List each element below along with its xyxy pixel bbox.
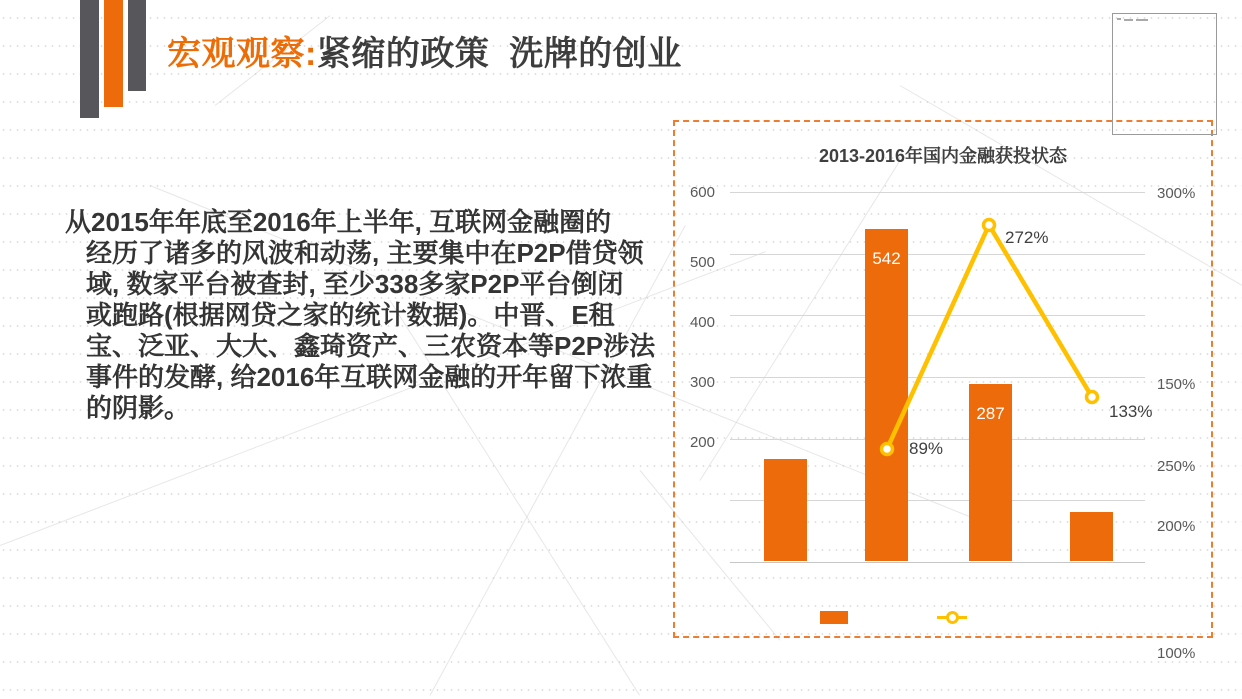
line-value-label: 89% [909, 439, 944, 458]
body-text [65, 207, 670, 424]
legend-bar-swatch [820, 611, 848, 624]
trend-line-path [887, 225, 1092, 449]
logo-bar-dark-1 [80, 0, 99, 118]
bar-value-label: 542 [872, 249, 901, 268]
body-line: 宝、泛亚、大大、鑫琦资产、三农资本等P2P涉法 [86, 331, 656, 361]
corner-box-tiny-text [1117, 18, 1121, 20]
chart-title: 2013-2016年国内金融获投状态 [818, 146, 1068, 166]
page-title-accent: 宏观观察: [167, 35, 317, 73]
y-axis-tick-left: 500 [689, 254, 715, 271]
legend-line-marker [946, 611, 959, 624]
y-axis-tick-right: 250% [1157, 458, 1196, 475]
body-line: 事件的发酵, 给2016年互联网金融的开年留下浓重 [86, 362, 653, 392]
corner-box-tiny-text [1136, 19, 1148, 21]
y-axis-tick-left: 300 [689, 374, 715, 391]
body-line: 经历了诸多的风波和动荡, 主要集中在P2P借贷领 [86, 238, 644, 268]
line-value-label: 133% [1109, 402, 1153, 421]
line-marker-2016 [1087, 392, 1098, 403]
y-axis-tick-left: 200 [689, 434, 715, 451]
y-axis-tick-left: 600 [689, 184, 715, 201]
y-axis-tick-right: 300% [1157, 185, 1196, 202]
y-axis-tick-left: 400 [689, 314, 715, 331]
y-axis-tick-right: 100% [1157, 645, 1196, 662]
body-line: 域, 数家平台被查封, 至少338多家P2P平台倒闭 [86, 269, 624, 299]
body-line: 的阴影。 [86, 393, 191, 423]
chart-panel [673, 120, 1213, 662]
line-value-label: 272% [1005, 228, 1049, 247]
body-line: 或跑路(根据网贷之家的统计数据)。中晋、E租 [86, 300, 615, 330]
trend-line [675, 122, 1213, 636]
legend-line-swatch [937, 611, 967, 624]
y-axis-tick-right: 200% [1157, 518, 1196, 535]
y-axis-tick-right: 150% [1157, 376, 1196, 393]
logo-bar-orange [104, 0, 123, 107]
corner-box-tiny-text [1124, 19, 1133, 21]
page-title-main: 紧缩的政策 洗牌的创业 [316, 35, 682, 73]
body-line: 从2015年年底至2016年上半年, 互联网金融圈的 [65, 207, 612, 237]
corner-note-box [1112, 13, 1217, 135]
logo-bar-dark-2 [128, 0, 146, 91]
page-title [167, 26, 682, 75]
bar-value-label: 287 [976, 404, 1005, 423]
line-marker-2015 [984, 220, 995, 231]
line-marker-2014 [882, 444, 893, 455]
